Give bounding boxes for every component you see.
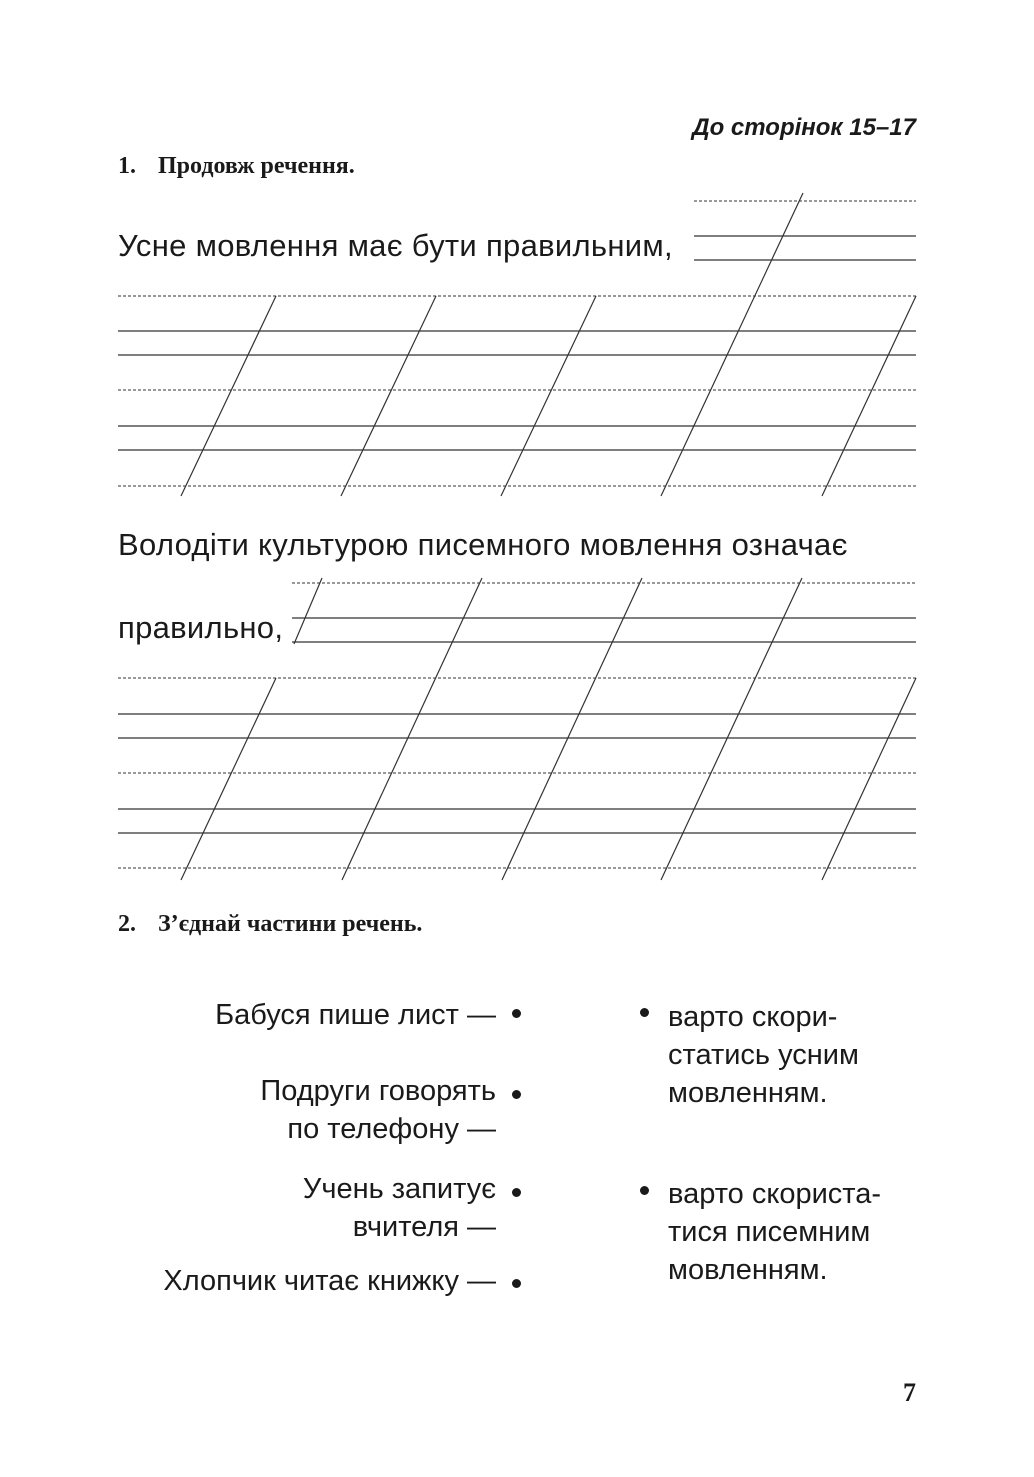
- left-item-3: Учень запитує вчителя —: [302, 1173, 496, 1243]
- left-item-1: Бабуся пише лист —: [215, 999, 496, 1031]
- right-dot-1[interactable]: [640, 1008, 649, 1017]
- right-item-1: варто скори- статись усним мовленням.: [668, 1001, 859, 1109]
- page-number: 7: [903, 1378, 916, 1407]
- sentence-1: Усне мовлення має бути правильним,: [118, 228, 673, 263]
- slant-line: [342, 578, 482, 880]
- task-2-title: [118, 911, 422, 938]
- left-dot-3[interactable]: [512, 1188, 521, 1197]
- left-item-2: Подруги говорять по телефону —: [260, 1075, 496, 1145]
- slant-line: [294, 578, 322, 644]
- slant-line: [181, 296, 276, 496]
- left-item-4: Хлопчик читає книжку —: [163, 1265, 496, 1297]
- slant-line: [181, 678, 276, 880]
- task-1-text: Продовж речення.: [158, 153, 355, 179]
- task-2-text: З’єднай частини речень.: [158, 911, 423, 937]
- left-dot-2[interactable]: [512, 1090, 521, 1099]
- left-dot-1[interactable]: [512, 1009, 521, 1018]
- right-item-2: варто скориста- тися писемним мовленням.: [668, 1178, 882, 1286]
- slant-line: [502, 578, 642, 880]
- slant-line: [341, 296, 436, 496]
- slant-line: [822, 296, 916, 496]
- task-1-number: 1.: [118, 153, 136, 179]
- task-2-number: 2.: [118, 911, 136, 937]
- page-reference: До сторінок 15–17: [692, 114, 916, 141]
- slant-line: [501, 296, 596, 496]
- left-dot-4[interactable]: [512, 1279, 521, 1288]
- right-dot-2[interactable]: [640, 1186, 649, 1195]
- slant-line: [822, 678, 916, 880]
- sentence-2-line-2: правильно,: [118, 610, 284, 645]
- slant-line: [661, 578, 802, 880]
- sentence-2-line-1: Володіти культурою писемного мовлення означає: [118, 527, 848, 562]
